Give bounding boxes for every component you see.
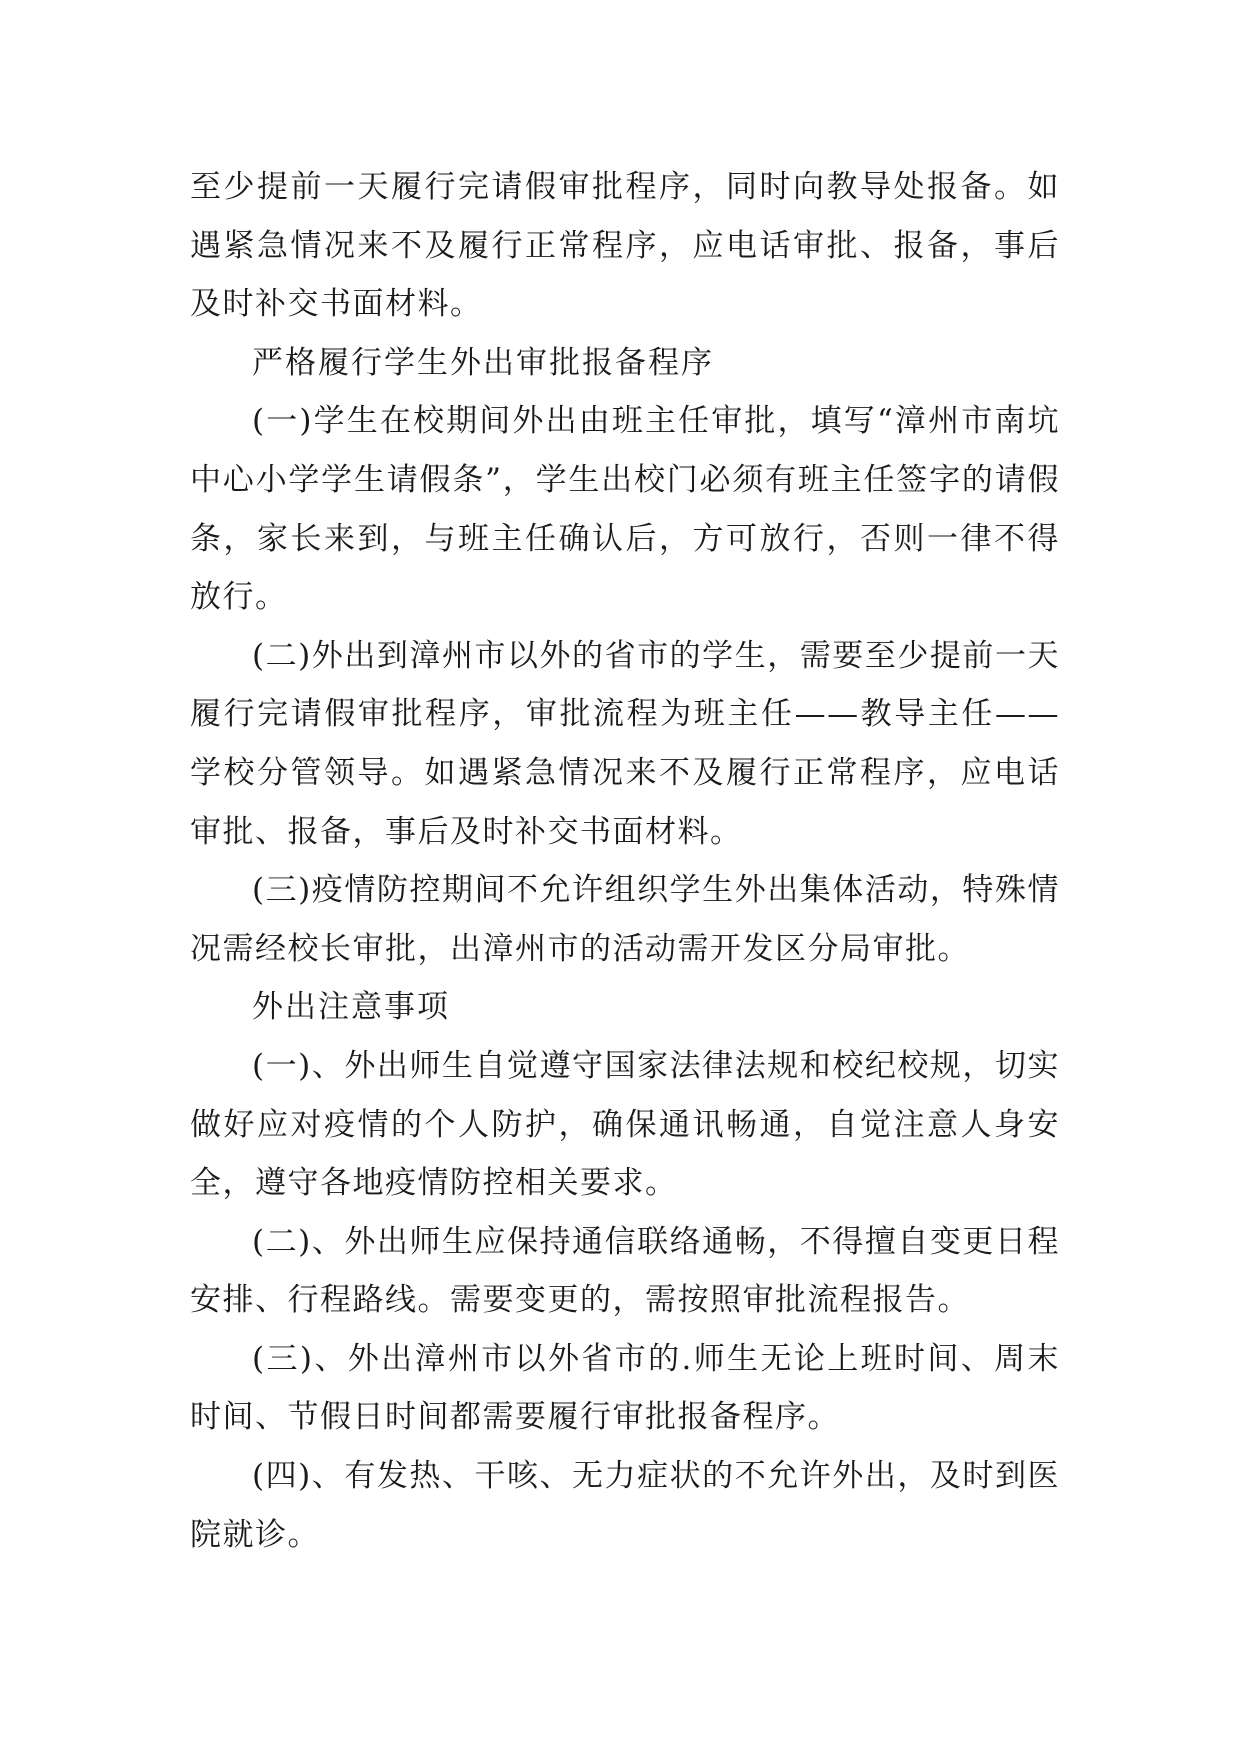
paragraph-item: (二)、外出师生应保持通信联络通畅，不得擅自变更日程安排、行程路线。需要变更的，需按照审批流程报告。 xyxy=(190,1223,1060,1319)
paragraph-item: (一)、外出师生自觉遵守国家法律法规和校纪校规，切实做好应对疫情的个人防护，确保通讯畅通，自觉注意人身安全，遵守各地疫情防控相关要求。 xyxy=(190,1047,1060,1202)
paragraph-item: (三)疫情防控期间不允许组织学生外出集体活动，特殊情况需经校长审批，出漳州市的活动需开发区分局审批。 xyxy=(190,872,1060,967)
section-heading-travel-notes: 外出注意事项 xyxy=(252,989,450,1026)
paragraph-item: (三)、外出漳州市以外省市的.师生无论上班时间、周末时间、节假日时间都需要履行审批报备程序。 xyxy=(190,1340,1060,1436)
paragraph-continuation: 至少提前一天履行完请假审批程序，同时向教导处报备。如遇紧急情况来不及履行正常程序，应电话审批、报备，事后及时补交书面材料。 xyxy=(190,169,1060,323)
paragraph-item: (四)、有发热、干咳、无力症状的不允许外出，及时到医院就诊。 xyxy=(190,1458,1060,1553)
paragraph-item: (二)外出到漳州市以外的省市的学生，需要至少提前一天履行完请假审批程序，审批流程为班主任——教导主任——学校分管领导。如遇紧急情况来不及履行正常程序，应电话审批、报备，事后及时补交书面材料。 xyxy=(190,637,1060,850)
paragraph-item: (一)学生在校期间外出由班主任审批，填写“漳州市南坑中心小学学生请假条”，学生出校门必须有班主任签字的请假条，家长来到，与班主任确认后，方可放行，否则一律不得放行。 xyxy=(190,403,1060,616)
section-heading-student-approval: 严格履行学生外出审批报备程序 xyxy=(252,344,714,381)
document-body xyxy=(190,158,1060,1564)
